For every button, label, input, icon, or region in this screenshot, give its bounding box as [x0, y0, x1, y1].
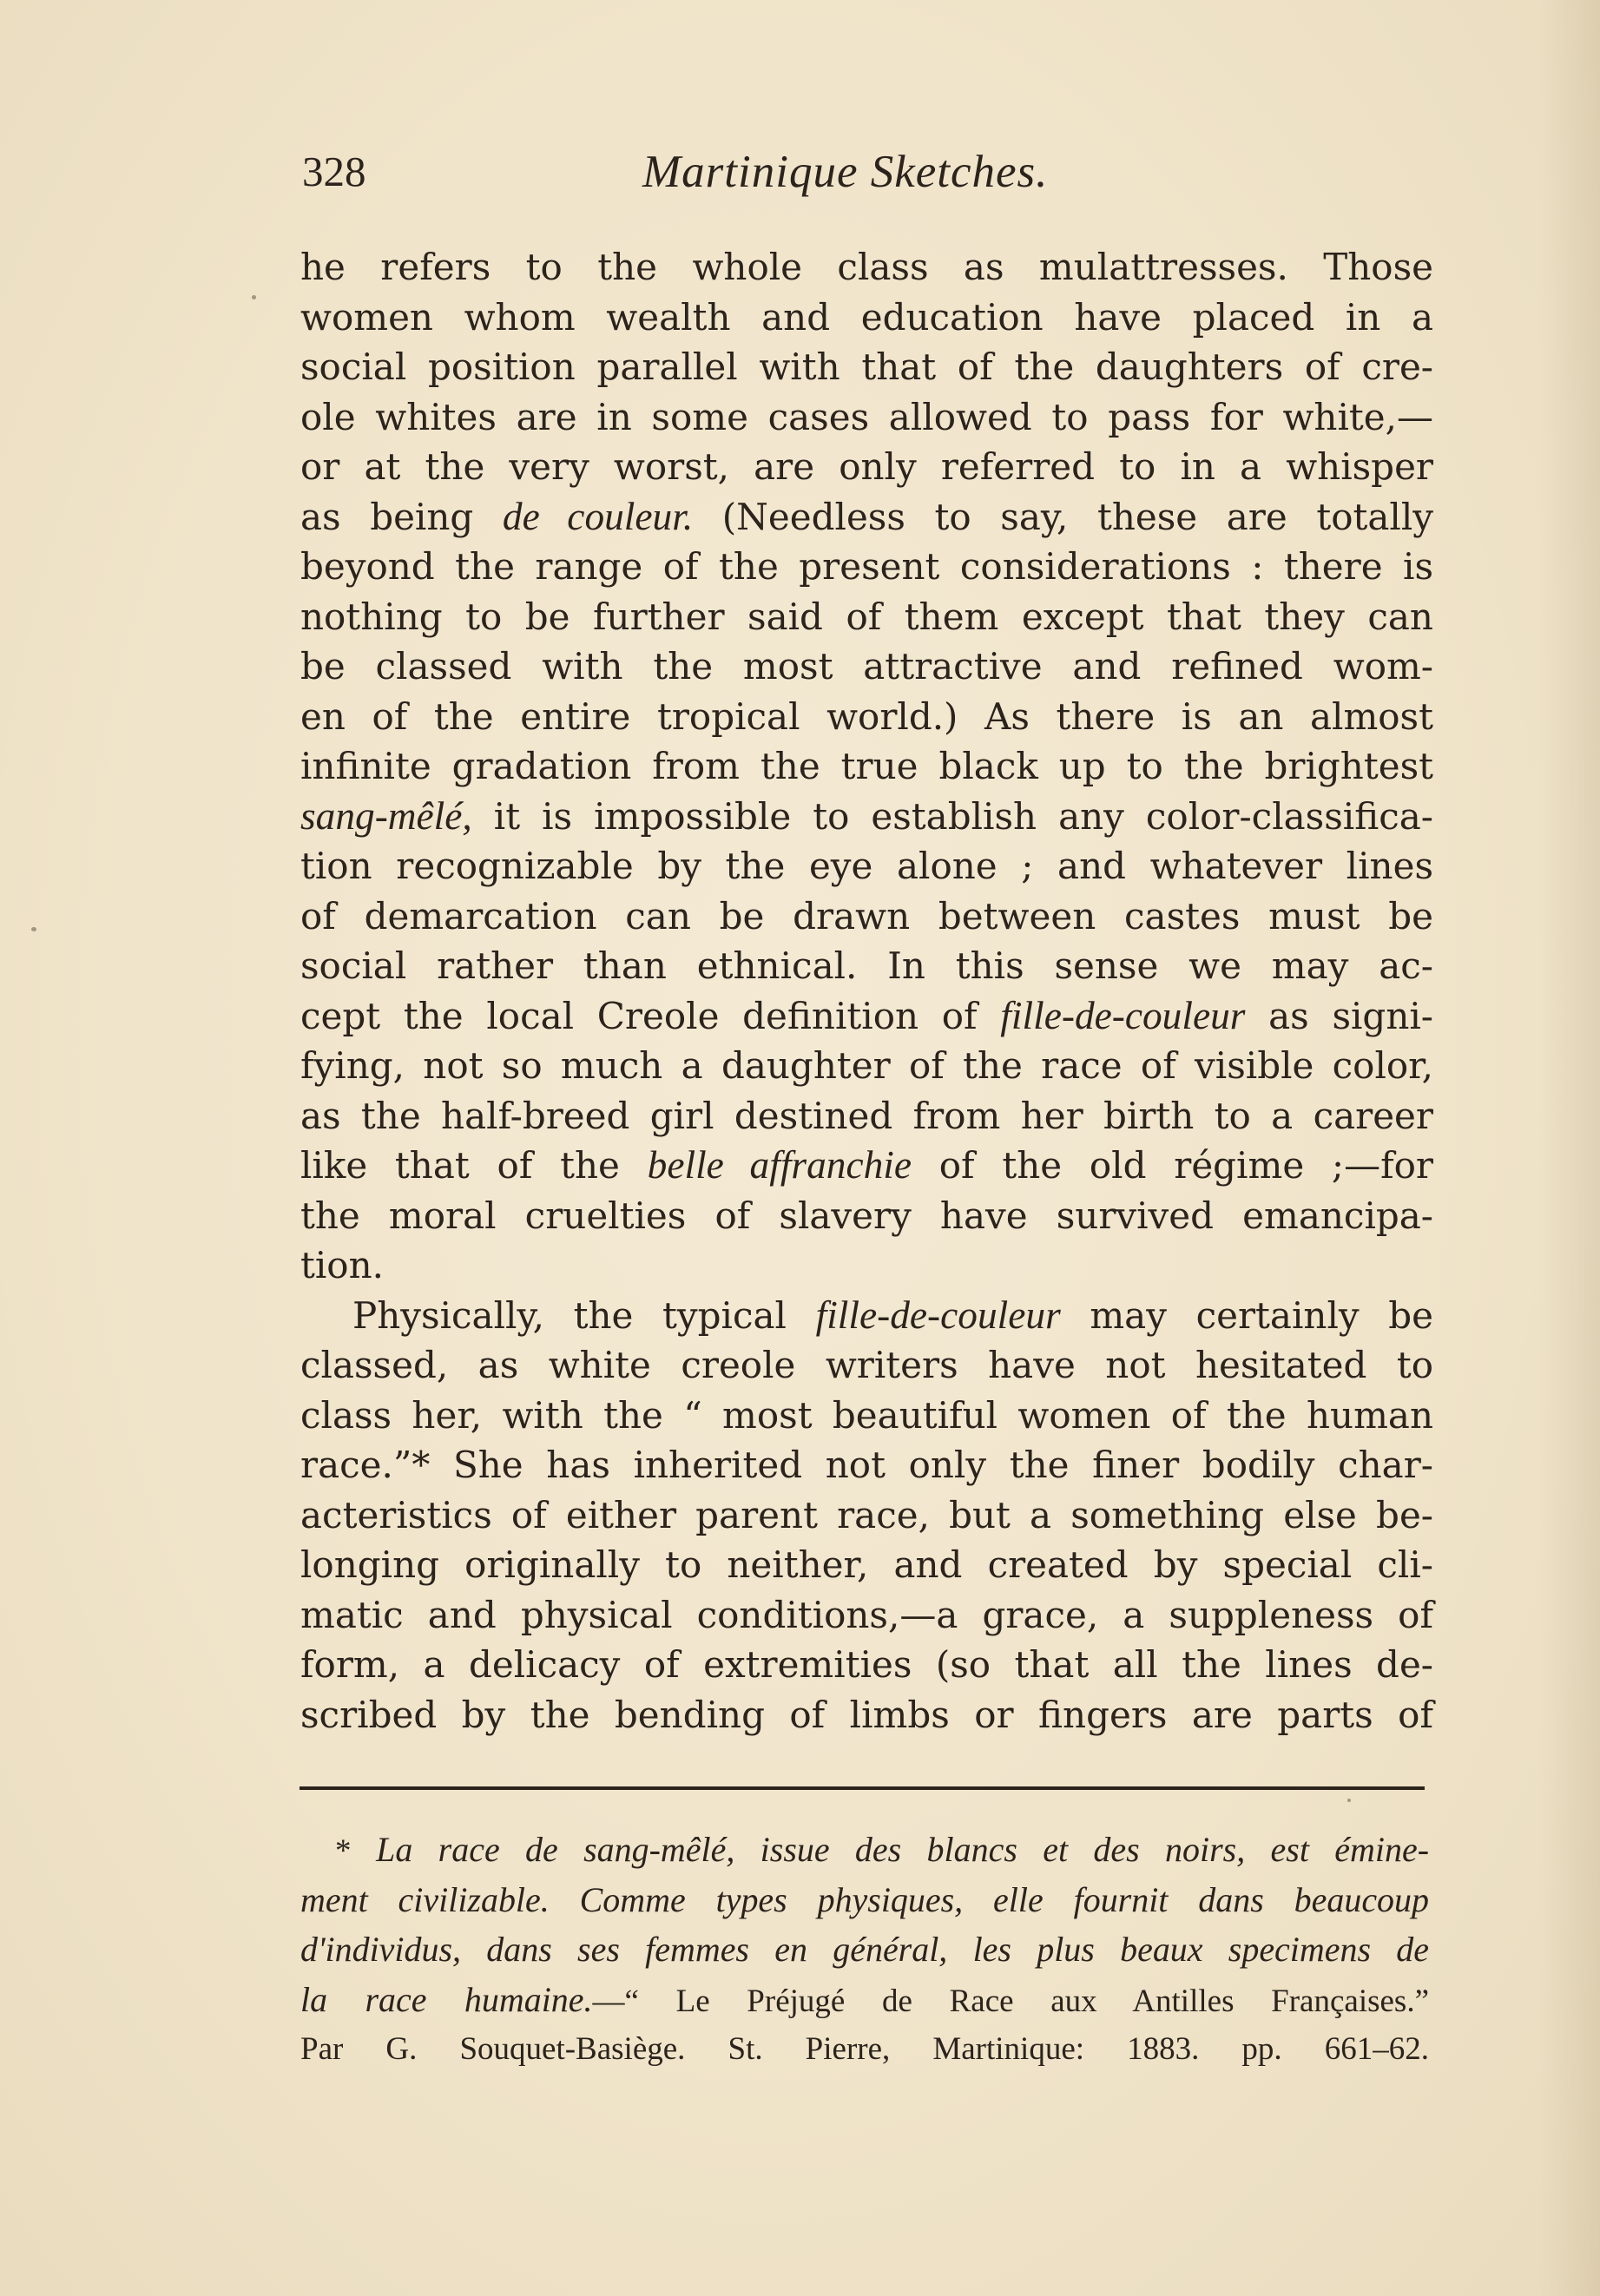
italic-phrase: belle affranchie [647, 1143, 912, 1187]
text-line: women whom wealth and education have placed in a [300, 295, 1433, 339]
body-text [300, 242, 1433, 1740]
text-line: cept the local Creole definition of fille-de-couleur as signi- [300, 993, 1433, 1037]
text-line: acteristics of either parent race, but a something else be- [300, 1493, 1433, 1536]
text-line: Physically, the typical fille-de-couleur may certainly be [352, 1293, 1433, 1337]
italic-phrase: fille-de-couleur [1000, 993, 1246, 1037]
text-line: nothing to be further said of them except that they can [300, 595, 1433, 638]
text-line: class her, with the “ most beautiful women of the human [300, 1393, 1433, 1437]
text-line: beyond the range of the present considerations : there is [300, 545, 1433, 588]
paper-speck [252, 295, 256, 299]
running-head [302, 146, 1431, 207]
text-line: like that of the belle affranchie of the old régime ;—for [300, 1143, 1433, 1187]
footnote [300, 1827, 1429, 2077]
footnote-line: * La race de sang-mêlé, issue des blancs et des noirs, est émine- [335, 1830, 1429, 1869]
text-line: as being de couleur. (Needless to say, these are totally [300, 494, 1433, 538]
italic-phrase: fille-de-couleur [815, 1293, 1061, 1337]
footnote-line [300, 1878, 1429, 1928]
text-line: as the half-breed girl destined from her birth to a career [300, 1094, 1433, 1137]
text-line: fying, not so much a daughter of the race of visible color, [300, 1044, 1433, 1087]
italic-phrase: La race de sang-mêlé, issue des blancs et des noirs, est émine- [376, 1830, 1429, 1869]
text-line: tion. [300, 1244, 384, 1286]
italic-phrase: ment civilizable. Comme types physiques, elle fournit dans beaucoup [300, 1879, 1429, 1919]
text-line: he refers to the whole class as mulattresses. Those [300, 246, 1433, 288]
text-line: classed, as white creole writers have not hesitated to [300, 1344, 1433, 1386]
italic-phrase: d'individus, dans ses femmes en général, les plus beaux specimens de [300, 1930, 1429, 1969]
text-line: scribed by the bending of limbs or fingers are parts of [300, 1693, 1433, 1736]
text-line: longing originally to neither, and created by special cli- [300, 1543, 1433, 1586]
text-line: tion recognizable by the eye alone ; and whatever lines [300, 845, 1433, 887]
footnote-line [300, 1927, 1429, 1977]
footnote-rule [300, 1786, 1425, 1790]
text-line: ole whites are in some cases allowed to pass for white,— [300, 395, 1433, 438]
text-line: social position parallel with that of the daughters of cre- [300, 345, 1433, 388]
text-line: race.”* She has inherited not only the finer bodily char- [300, 1444, 1433, 1486]
page-edge-shadow [1539, 0, 1600, 2296]
italic-phrase: la race humaine. [300, 1979, 593, 2019]
text-line: sang-mêlé, it is impossible to establish any color-classifica- [300, 793, 1433, 838]
text-line: be classed with the most attractive and refined wom- [300, 645, 1433, 687]
text-line: or at the very worst, are only referred to in a whisper [300, 445, 1433, 488]
text-line: infinite gradation from the true black up to the brightest [300, 745, 1433, 787]
text-line: social rather than ethnical. In this sense we may ac- [300, 944, 1433, 987]
footnote-line: la race humaine.—“ Le Préjugé de Race aux Antilles Françaises.” [300, 1979, 1429, 2019]
italic-phrase: de couleur. [502, 494, 694, 538]
text-line: matic and physical conditions,—a grace, a suppleness of [300, 1593, 1433, 1636]
text-line: of demarcation can be drawn between castes must be [300, 894, 1433, 937]
footnote-line: Par G. Souquet-Basiège. St. Pierre, Martinique: 1883. pp. 661–62. [300, 2031, 1429, 2067]
paper-speck [1347, 1799, 1351, 1802]
text-line: the moral cruelties of slavery have survived emancipa- [300, 1194, 1433, 1237]
text-line: form, a delicacy of extremities (so that all the lines de- [300, 1643, 1433, 1686]
italic-phrase: sang-mêlé, [300, 793, 472, 838]
text-line: en of the entire tropical world.) As there is an almost [300, 694, 1433, 738]
running-title: Martinique Sketches. [642, 147, 1049, 197]
page-number: 328 [302, 148, 366, 195]
paper-speck [31, 927, 36, 931]
